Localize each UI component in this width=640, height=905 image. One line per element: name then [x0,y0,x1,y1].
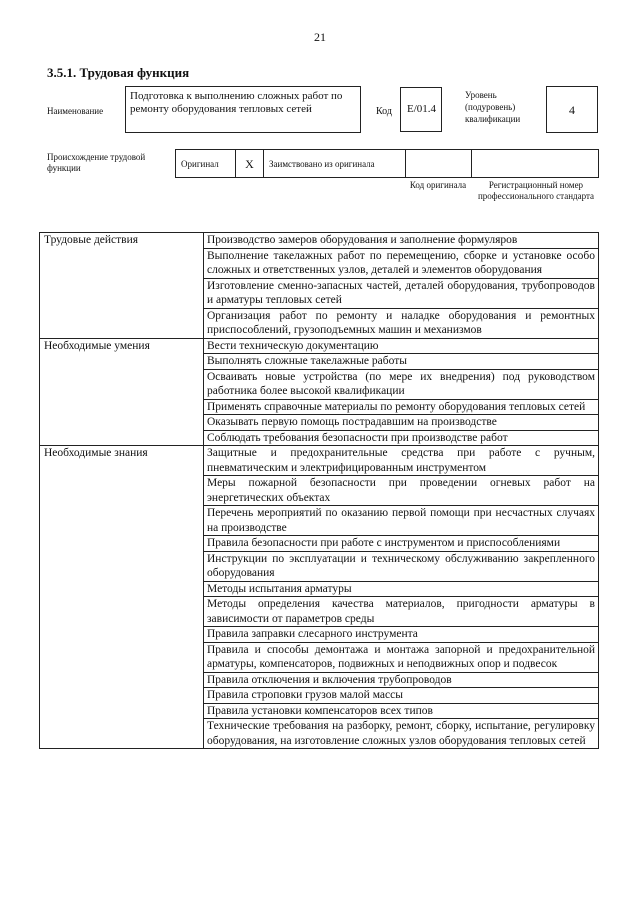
original-cell: Оригинал [176,150,236,177]
items-cell [204,446,599,749]
origin-row [175,149,599,178]
category-cell: Необходимые умения [40,338,204,446]
code-caption: Код оригинала [409,180,467,190]
list-item: Оказывать первую помощь пострадавшим на производстве [204,414,598,430]
code-label: Код [376,106,392,117]
table-row [40,446,599,749]
list-item: Производство замеров оборудования и заполнение формуляров [207,234,518,246]
list-item: Меры пожарной безопасности при проведении огневых работ на энергетических объектах [204,475,598,505]
function-code-box: E/01.4 [400,87,442,132]
borrowed-cell: Заимствовано из оригинала [264,150,406,177]
table-row [40,233,599,339]
section-title: 3.5.1. Трудовая функция [47,65,190,80]
list-item: Инструкции по эксплуатации и техническому обслуживанию закрепленного оборудования [204,551,598,581]
name-label: Наименование [47,106,104,116]
list-item: Защитные и предохранительные средства при работе с ручным, пневматическим и электрифицированным инструментом [207,447,595,474]
list-item: Правила заправки слесарного инструмента [204,626,598,642]
list-item: Осваивать новые устройства (по мере их внедрения) под руководством работника более высокой квалификации [204,369,598,399]
page-number: 21 [314,30,326,44]
list-item: Соблюдать требования безопасности при производстве работ [204,430,598,446]
list-item: Методы определения качества материалов, пригодности арматуры в зависимости от параметров среды [204,596,598,626]
origin-label: Происхождение трудовой функции [47,152,146,173]
original-code-cell [406,150,472,177]
list-item: Организация работ по ремонту и наладке оборудования и ремонтных приспособлений, грузоподъемных машин и механизмов [204,308,598,338]
original-mark-cell: X [236,150,264,177]
items-cell [204,233,599,339]
items-cell [204,338,599,446]
list-item: Методы испытания арматуры [204,581,598,597]
reg-caption: Регистрационный номер профессионального стандарта [477,180,595,201]
list-item: Применять справочные материалы по ремонту оборудования тепловых сетей [204,399,598,415]
list-item: Выполнение такелажных работ по перемещению, сборке и установке особо сложных и ответственных узлов, деталей и элементов оборудования [204,248,598,278]
list-item: Выполнять сложные такелажные работы [204,353,598,369]
list-item: Перечень мероприятий по оказанию первой помощи при несчастных случаях на производстве [204,505,598,535]
function-name-box: Подготовка к выполнению сложных работ по ремонту оборудования тепловых сетей [125,86,361,133]
level-label: Уровень (подуровень) квалификации [465,90,521,124]
category-cell: Необходимые знания [40,446,204,749]
table-row [40,338,599,446]
category-cell: Трудовые действия [40,233,204,339]
list-item: Технические требования на разборку, ремонт, сборку, испытание, регулировку оборудования, на изготовление сложных узлов оборудования тепловых сетей [204,718,598,748]
list-item: Вести техническую документацию [207,339,379,352]
list-item: Изготовление сменно-запасных частей, деталей оборудования, трубопроводов и арматуры тепловых сетей [204,278,598,308]
list-item: Правила и способы демонтажа и монтажа запорной и предохранительной арматуры, компенсаторов, подвижных и неподвижных опор и подвесок [204,642,598,672]
qualification-level-box: 4 [546,86,598,133]
list-item: Правила строповки грузов малой массы [204,687,598,703]
list-item: Правила установки компенсаторов всех типов [204,703,598,719]
list-item: Правила отключения и включения трубопроводов [204,672,598,688]
list-item: Правила безопасности при работе с инструментом и приспособлениями [204,535,598,551]
function-table [39,232,599,749]
reg-number-cell [472,150,600,177]
